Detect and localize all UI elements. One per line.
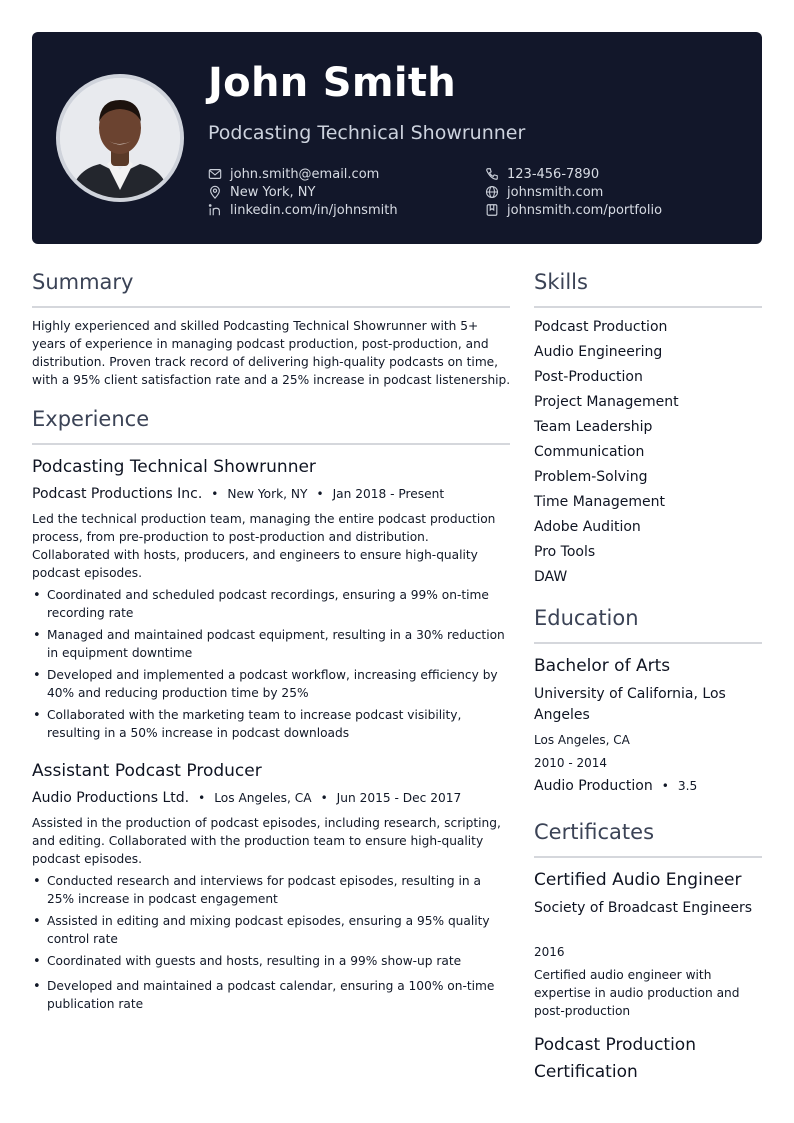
job-title: Podcasting Technical Showrunner <box>32 457 316 477</box>
contact-website[interactable] <box>485 183 603 201</box>
job-company: Podcast Productions Inc. <box>32 486 203 502</box>
job-description: Led the technical production team, managing the entire podcast production process, from pre-production to post-production and distribution. Collaborated with hosts, producers, and engineers to ensure high-quality podcast episodes. <box>32 512 496 580</box>
education-dates: 2010 - 2014 <box>534 756 608 770</box>
location-text: New York, NY <box>230 184 316 200</box>
certificate-year: 2016 <box>534 945 565 959</box>
job-achievements <box>32 586 510 746</box>
summary-divider <box>32 306 510 308</box>
job-dates: Jan 2018 - Present <box>332 487 445 501</box>
list-item: • Conducted research and interviews for podcast episodes, resulting in a 25% increase in podcast engagement <box>32 872 510 908</box>
mail-icon <box>208 167 222 181</box>
resume-header <box>32 32 762 244</box>
experience-divider <box>32 443 510 445</box>
list-item: • Coordinated with guests and hosts, resulting in a 99% show-up rate <box>32 952 510 970</box>
field-of-study: Audio Production <box>534 778 653 794</box>
skill-item: Project Management <box>534 394 679 410</box>
candidate-title: Podcasting Technical Showrunner <box>208 122 526 144</box>
location-pin-icon <box>208 185 222 199</box>
linkedin-text: linkedin.com/in/johnsmith <box>230 202 398 218</box>
summary-text: Highly experienced and skilled Podcasting Technical Showrunner with 5+ years of experience in managing podcast production, post-production, and distribution. Proven track record of delivering high-quality podcasts on time, with a 95% client satisfaction rate and a 25% increase in podcast listenership. <box>32 319 511 387</box>
list-item: • Developed and maintained a podcast calendar, ensuring a 100% on-time publication rate <box>32 977 510 1013</box>
skill-item: Adobe Audition <box>534 519 641 535</box>
summary-heading: Summary <box>32 270 134 294</box>
list-item: • Managed and maintained podcast equipment, resulting in a 30% reduction in equipment downtime <box>32 626 510 662</box>
linkedin-icon <box>208 203 222 217</box>
skill-item: Audio Engineering <box>534 344 663 360</box>
separator-dot: • <box>320 791 328 805</box>
portfolio-text: johnsmith.com/portfolio <box>507 202 663 218</box>
contact-email[interactable] <box>208 165 379 183</box>
phone-text: 123-456-7890 <box>507 166 600 182</box>
education-field-row <box>534 778 697 794</box>
certificate-name: Certified Audio Engineer <box>534 870 742 890</box>
contact-location <box>208 183 315 201</box>
phone-icon <box>485 167 499 181</box>
email-text: john.smith@email.com <box>230 166 380 182</box>
job-meta <box>32 486 444 502</box>
contact-linkedin[interactable] <box>208 201 398 219</box>
job-location: Los Angeles, CA <box>214 791 312 805</box>
skill-item: Time Management <box>534 494 665 510</box>
skills-list <box>534 317 679 592</box>
certificate-issuer: Society of Broadcast Engineers <box>534 900 753 916</box>
list-item: • Assisted in editing and mixing podcast episodes, ensuring a 95% quality control rate <box>32 912 510 948</box>
bookmark-icon <box>485 203 499 217</box>
education-heading: Education <box>534 606 639 630</box>
school-name: University of California, Los Angeles <box>534 686 726 723</box>
website-text: johnsmith.com <box>507 184 604 200</box>
skill-item: DAW <box>534 569 568 585</box>
list-item: • Collaborated with the marketing team to increase podcast visibility, resulting in a 50% increase in podcast downloads <box>32 706 510 742</box>
experience-heading: Experience <box>32 407 150 431</box>
separator-dot: • <box>661 779 669 793</box>
certificate-description: Certified audio engineer with expertise in audio production and post-production <box>534 968 740 1018</box>
skills-heading: Skills <box>534 270 588 294</box>
job-description: Assisted in the production of podcast episodes, including research, scripting, and editing. Collaborated with the production team to ensure high-quality podcast episodes. <box>32 816 501 866</box>
separator-dot: • <box>198 791 206 805</box>
profile-photo <box>56 74 184 202</box>
separator-dot: • <box>211 487 219 501</box>
list-item: • Coordinated and scheduled podcast recordings, ensuring a 99% on-time recording rate <box>32 586 510 622</box>
skill-item: Pro Tools <box>534 544 596 560</box>
job-meta <box>32 790 461 806</box>
skill-item: Communication <box>534 444 645 460</box>
skills-divider <box>534 306 762 308</box>
contact-phone[interactable] <box>485 165 599 183</box>
education-divider <box>534 642 762 644</box>
skill-item: Problem-Solving <box>534 469 648 485</box>
job-dates: Jun 2015 - Dec 2017 <box>336 791 462 805</box>
certificates-heading: Certificates <box>534 820 655 844</box>
candidate-name: John Smith <box>208 60 457 106</box>
degree-title: Bachelor of Arts <box>534 656 671 676</box>
job-title: Assistant Podcast Producer <box>32 761 262 781</box>
list-item: • Developed and implemented a podcast workflow, increasing efficiency by 40% and reducing production time by 25% <box>32 666 510 702</box>
skill-item: Team Leadership <box>534 419 653 435</box>
certificate-name: Podcast Production Certification <box>534 1035 696 1082</box>
skill-item: Post-Production <box>534 369 643 385</box>
skill-item: Podcast Production <box>534 319 668 335</box>
job-location: New York, NY <box>227 487 308 501</box>
gpa-value: 3.5 <box>677 779 698 793</box>
separator-dot: • <box>316 487 324 501</box>
person-portrait-icon <box>60 78 180 198</box>
certificates-divider <box>534 856 762 858</box>
school-location: Los Angeles, CA <box>534 733 630 747</box>
job-company: Audio Productions Ltd. <box>32 790 190 806</box>
job-achievements <box>32 872 510 1017</box>
globe-icon <box>485 185 499 199</box>
contact-portfolio[interactable] <box>485 201 662 219</box>
